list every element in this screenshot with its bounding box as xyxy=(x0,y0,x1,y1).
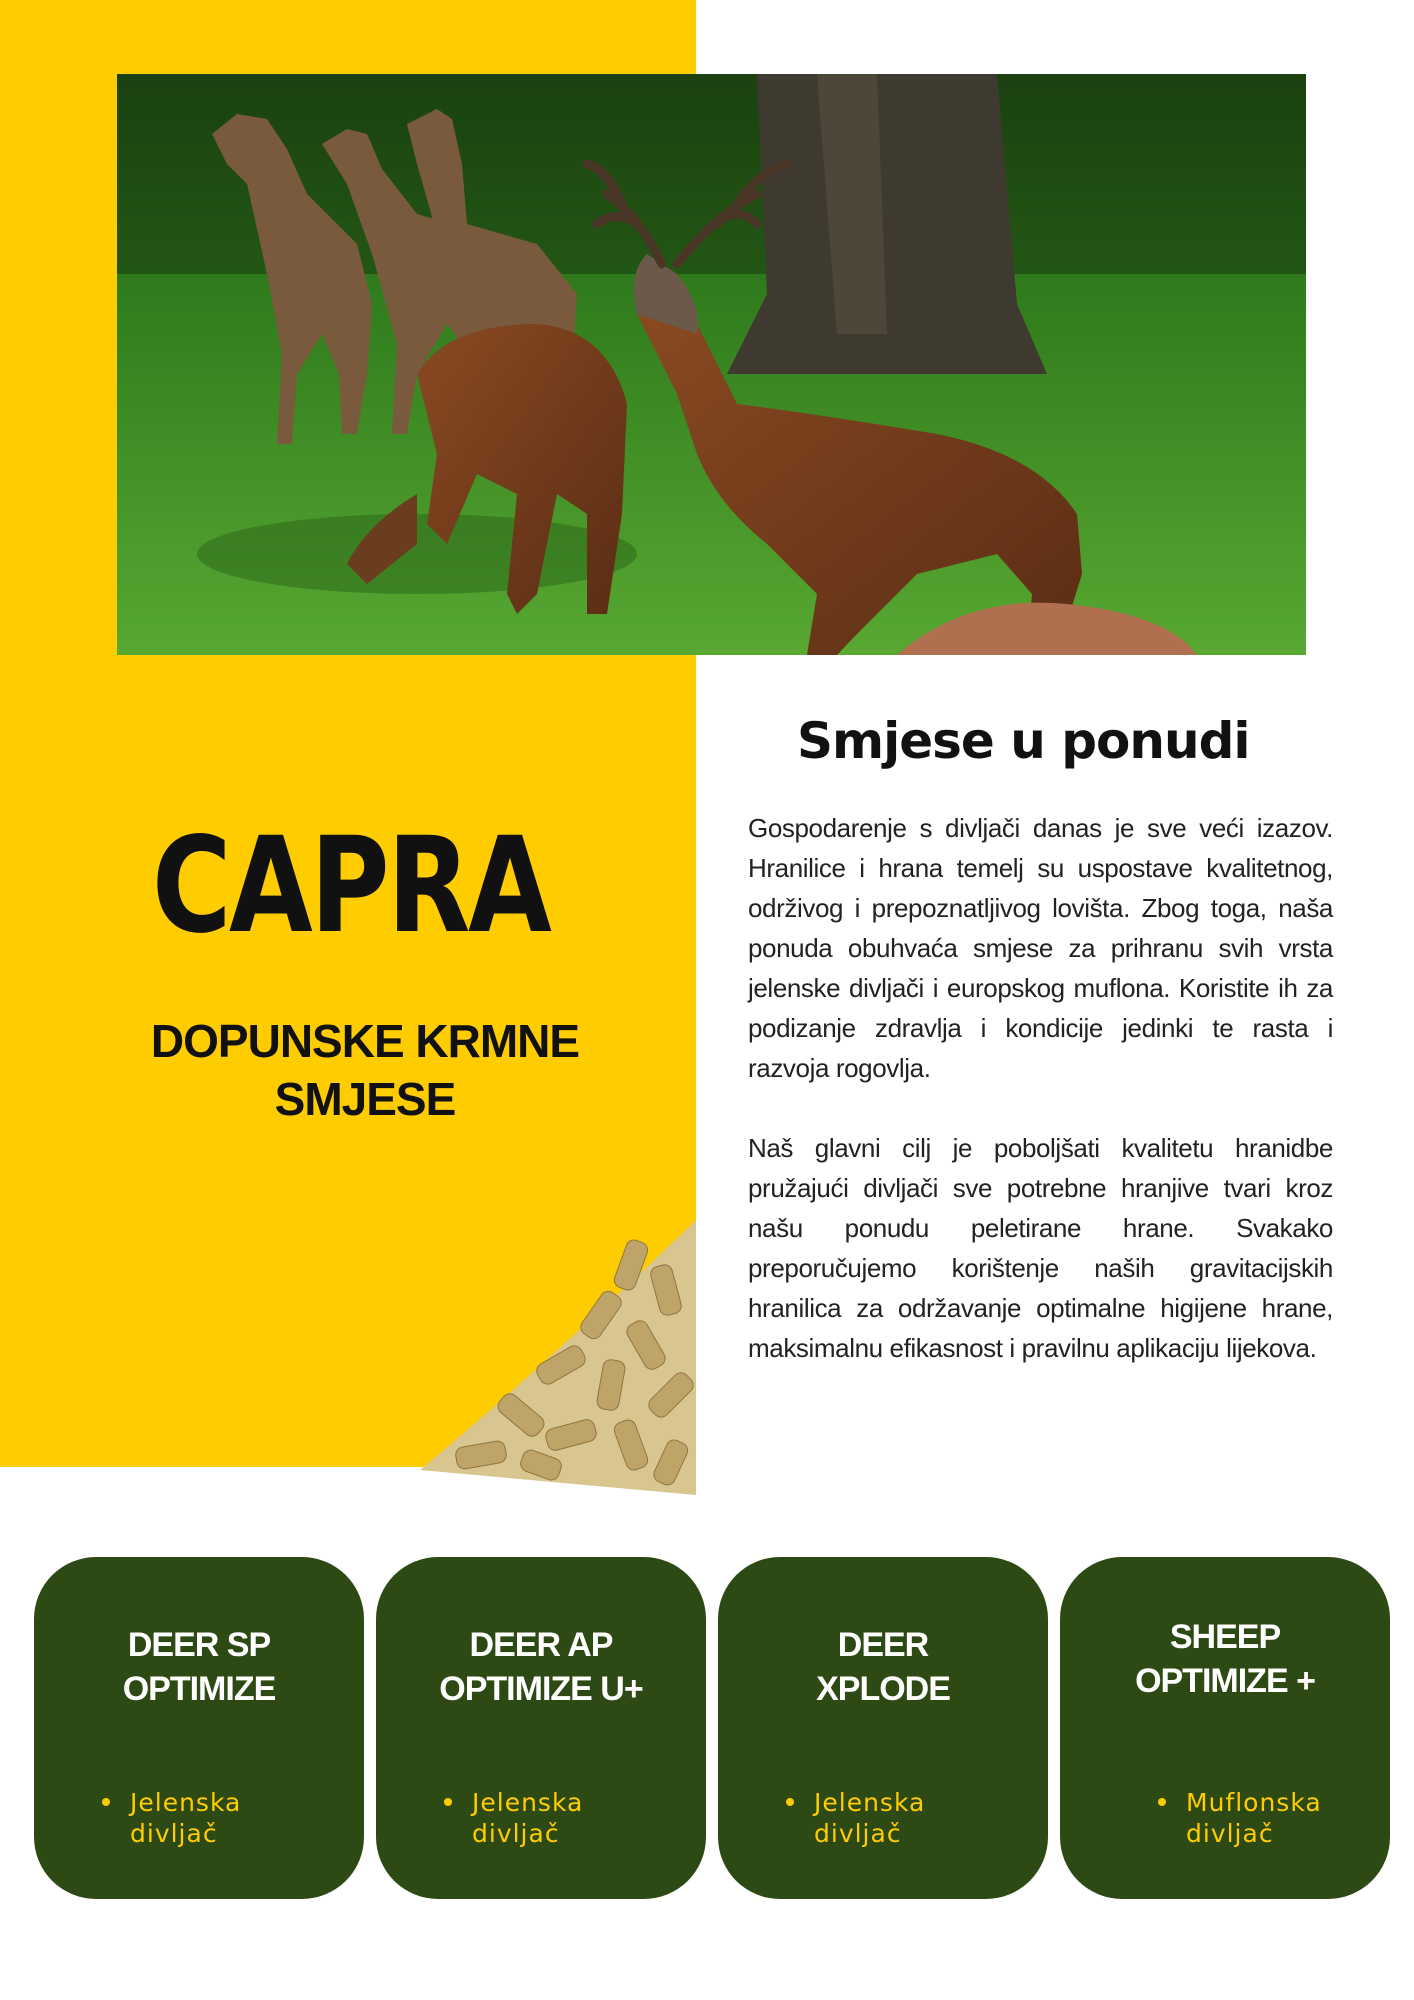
product-card-deer-sp-optimize[interactable] xyxy=(34,1557,364,1899)
intro-text xyxy=(748,808,1333,1408)
product-card-bullet xyxy=(1186,1787,1386,1849)
product-card-title: DEER AP OPTIMIZE U+ xyxy=(439,1626,643,1708)
product-card-bullet-text: Muflonska divljač xyxy=(1186,1788,1322,1848)
product-card-title: SHEEP OPTIMIZE + xyxy=(1135,1618,1315,1700)
bullet-dot-icon xyxy=(102,1798,110,1806)
product-card-bullet xyxy=(472,1787,672,1849)
section-title: Smjese u ponudi xyxy=(797,712,1250,770)
product-card-bullet xyxy=(130,1787,330,1849)
intro-paragraph-1: Gospodarenje s divljači danas je sve veći izazov. Hranilice i hrana temelj su uspostave kvalitetnog, održivog i prepoznatljivog lovišta. Zbog toga, naša ponuda obuhvaća smjese za prihranu svih vrsta jelenske divljači i europskog muflona. Koristite ih za podizanje zdravlja i kondicije jedinki te rasta i razvoja rogovlja. xyxy=(748,813,1333,1083)
product-card-title: DEER XPLODE xyxy=(816,1626,950,1708)
bullet-dot-icon xyxy=(444,1798,452,1806)
product-card-sheep-optimize[interactable] xyxy=(1060,1557,1390,1899)
brand-logo: CAPRA xyxy=(152,809,550,963)
brand-subtitle: DOPUNSKE KRMNE SMJESE xyxy=(150,1015,580,1125)
bullet-dot-icon xyxy=(786,1798,794,1806)
intro-paragraph-2: Naš glavni cilj je poboljšati kvalitetu hranidbe pružajući divljači sve potrebne hranjive tvari kroz našu ponudu peletirane hrane. Svakako preporučujemo korištenje naših gravitacijskih hranilica za održavanje optimalne higijene hrane, maksimalnu efikasnost i pravilnu aplikaciju lijekova. xyxy=(748,1133,1333,1363)
product-card-bullet-text: Jelenska divljač xyxy=(814,1788,926,1848)
feed-pellets-image xyxy=(420,1220,696,1495)
product-card-title: DEER SP OPTIMIZE xyxy=(122,1626,276,1708)
product-cards xyxy=(34,1557,1390,1899)
product-card-bullet-text: Jelenska divljač xyxy=(130,1788,242,1848)
deer-herd-photo xyxy=(117,74,1306,655)
product-card-deer-ap-optimize[interactable] xyxy=(376,1557,706,1899)
product-card-bullet-text: Jelenska divljač xyxy=(472,1788,584,1848)
product-card-deer-xplode[interactable] xyxy=(718,1557,1048,1899)
product-card-bullet xyxy=(814,1787,1014,1849)
bullet-dot-icon xyxy=(1158,1798,1166,1806)
